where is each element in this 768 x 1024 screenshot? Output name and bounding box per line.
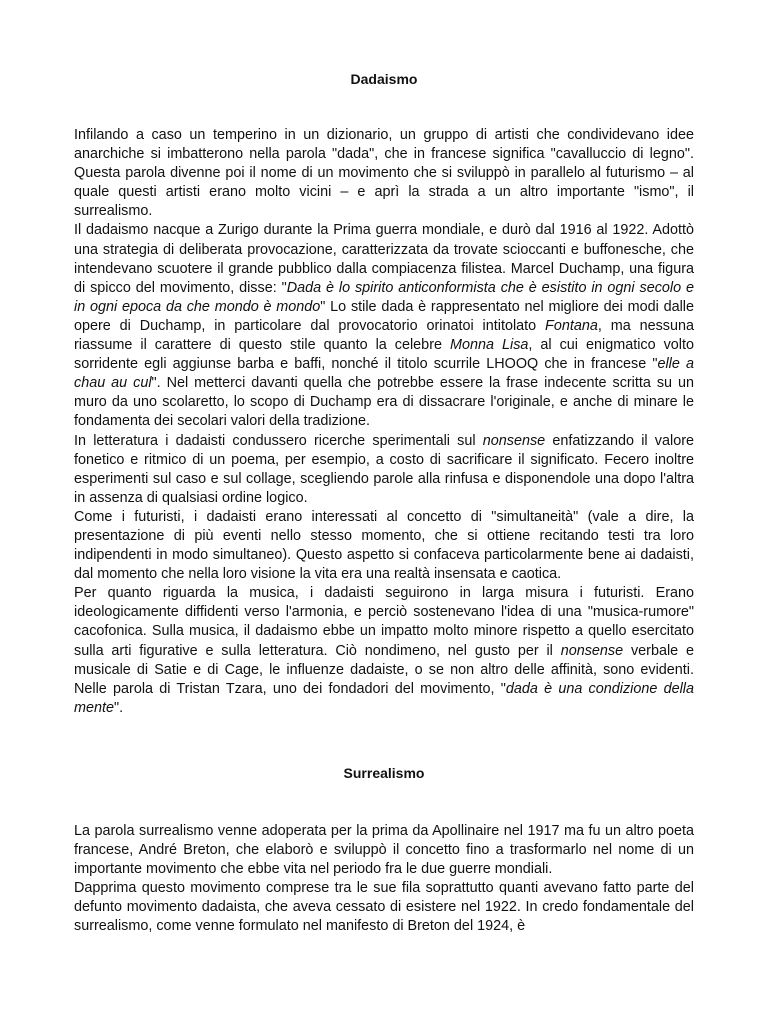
text-run: , ma nessuna riassume il carattere di questo stile quanto la celebre [74, 317, 694, 354]
section-title-dadaismo: Dadaismo [350, 71, 418, 87]
quote-italic: dada è una condizione della mente [74, 680, 694, 716]
text-run: Come i futuristi, i dadaisti erano interessati al concetto di "simultaneità" (vale a dire, la presentazione di più eventi nello stesso momento, che si ottiene recitando testi tra loro indipendenti in modo simultaneo). Questo aspetto si confaceva particolarmente bene ai dadaisti, dal momento che nella loro visione la vita era una realtà insensata e caotica. [74, 508, 694, 583]
term-italic: nonsense [482, 432, 546, 449]
section-title-surrealismo: Surrealismo [343, 765, 425, 781]
text-run: La parola surrealismo venne adoperata per la prima da Apollinaire nel 1917 ma fu un altro poeta francese, André Breton, che elaborò e sviluppò il concetto fino a trasformarlo nel nome di un importante movimento che ebbe vita nel periodo fra le due guerre mondiali. [74, 823, 694, 878]
text-run: Infilando a caso un temperino in un dizionario, un gruppo di artisti che condividevano idee anarchiche si imbatterono nella parola "dada", che in francese significa "cavalluccio di legno". Questa parola divenne poi il nome di un movimento che si sviluppò in parallelo al futurismo – al quale questi artisti erano molto vicini – e aprì la strada a un altro importante "ismo", il surrealismo. [74, 127, 694, 220]
text-run: verbale e musicale di Satie e di Cage, le influenze dadaiste, o se non altro delle affinità, sono evidenti. Nelle parola di Tristan Tzara, uno dei fondadori del movimento, " [74, 642, 694, 697]
quote-italic: Dada è lo spirito anticonformista che è esistito in ogni secolo e in ogni epoca da che mondo è mondo [74, 279, 695, 315]
artwork-title: Monna Lisa [450, 337, 529, 354]
paragraph [74, 508, 694, 584]
term-italic: nonsense [560, 642, 624, 659]
text-run: " Lo stile dada è rappresentato nel migliore dei modi dalle opere di Duchamp, in particolare dal provocatorio orinatoi intitolato [74, 298, 694, 334]
text-run: Per quanto riguarda la musica, i dadaisti seguirono in larga misura i futuristi. Erano ideologicamente diffidenti verso l'armonia, e perciò sostenevano l'idea di una "musica-rumore" cacofonica. Sulla musica, il dadaismo ebbe un impatto molto minore rispetto a quello esercitato sulla arti figurative e sulla letteratura. Ciò nondimeno, nel gusto per il [74, 585, 694, 659]
text-run: Il dadaismo nacque a Zurigo durante la Prima guerra mondiale, e durò dal 1916 al 1922. Adottò una strategia di deliberata provocazione, caratterizzata da trovate scioccanti e buffonesche, che intendevano scuotere il grande pubblico dalla compiacenza filistea. Marcel Duchamp, una figura di spicco del movimento, disse: " [74, 222, 694, 296]
quote-italic: elle a chau au cul [74, 356, 695, 392]
text-run: In letteratura i dadaisti condussero ricerche sperimentali sul [74, 432, 483, 449]
section-body-surrealismo [74, 822, 694, 937]
text-run: enfatizzando il valore fonetico e ritmico di un poema, per esempio, a costo di sacrificare il significato. Fecero inoltre esperimenti sul caso e sul collage, scegliendo parole alla rinfusa e disponendole una dopo l'altra in assenza di qualsiasi ordine logico. [74, 432, 694, 506]
text-run: Dapprima questo movimento comprese tra le sue fila soprattutto quanti avevano fatto parte del defunto movimento dadaista, che aveva cessato di esistere nel 1922. In credo fondamentale del surrealismo, come venne formulato nel manifesto di Breton del 1924, è [74, 880, 694, 935]
paragraph [74, 432, 694, 508]
artwork-title: Fontana [545, 317, 598, 334]
paragraph [74, 822, 694, 879]
section-body-dadaismo [74, 126, 694, 718]
paragraph [74, 221, 694, 431]
text-run: ". Nel metterci davanti quella che potrebbe essere la frase indecente scritta su un muro da uno scolaretto, lo scopo di Duchamp era di dissacrare l'originale, e anche di minare le fondamenta dei secolari valori della tradizione. [74, 375, 694, 430]
paragraph [74, 879, 694, 936]
paragraph [74, 126, 694, 221]
paragraph [74, 584, 694, 718]
text-run: , al cui enigmatico volto sorridente egli aggiunse barba e baffi, nonché il titolo scurrile LHOOQ che in francese " [74, 337, 694, 373]
text-run: ". [114, 699, 124, 716]
